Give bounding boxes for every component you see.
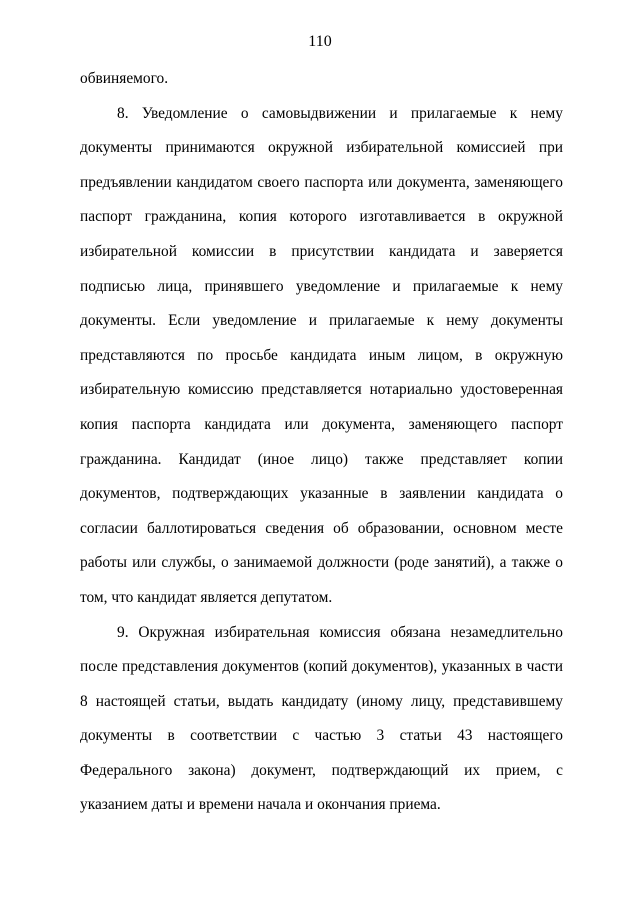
- paragraph-item-8: 8. Уведомление о самовыдвижении и прилагаемые к нему документы принимаются окружной избирательной комиссией при предъявлении кандидатом своего паспорта или документа, заменяющего паспорт гражданина, копия которого изготавливается в окружной избирательной комиссии в присутствии кандидата и заверяется подписью лица, принявшего уведомление и прилагаемые к нему документы. Если уведомление и прилагаемые к нему документы представляются по просьбе кандидата иным лицом, в окружную избирательную комиссию представляется нотариально удостоверенная копия паспорта кандидата или документа, заменяющего паспорт гражданина. Кандидат (иное лицо) также представляет копии документов, подтверждающих указанные в заявлении кандидата о согласии баллотироваться сведения об образовании, основном месте работы или службы, о занимаемой должности (роде занятий), а также о том, что кандидат является депутатом.: [80, 104, 563, 606]
- document-body: [80, 62, 563, 823]
- paragraph-continuation: обвиняемого.: [80, 70, 169, 87]
- page-number: 110: [308, 33, 332, 50]
- paragraph-item-9: 9. Окружная избирательная комиссия обязана незамедлительно после представления документов (копий документов), указанных в части 8 настоящей статьи, выдать кандидату (иному лицу, представившему документы в соответствии с частью 3 статьи 43 настоящего Федерального закона) документ, подтверждающий их прием, с указанием даты и времени начала и окончания приема.: [80, 623, 563, 814]
